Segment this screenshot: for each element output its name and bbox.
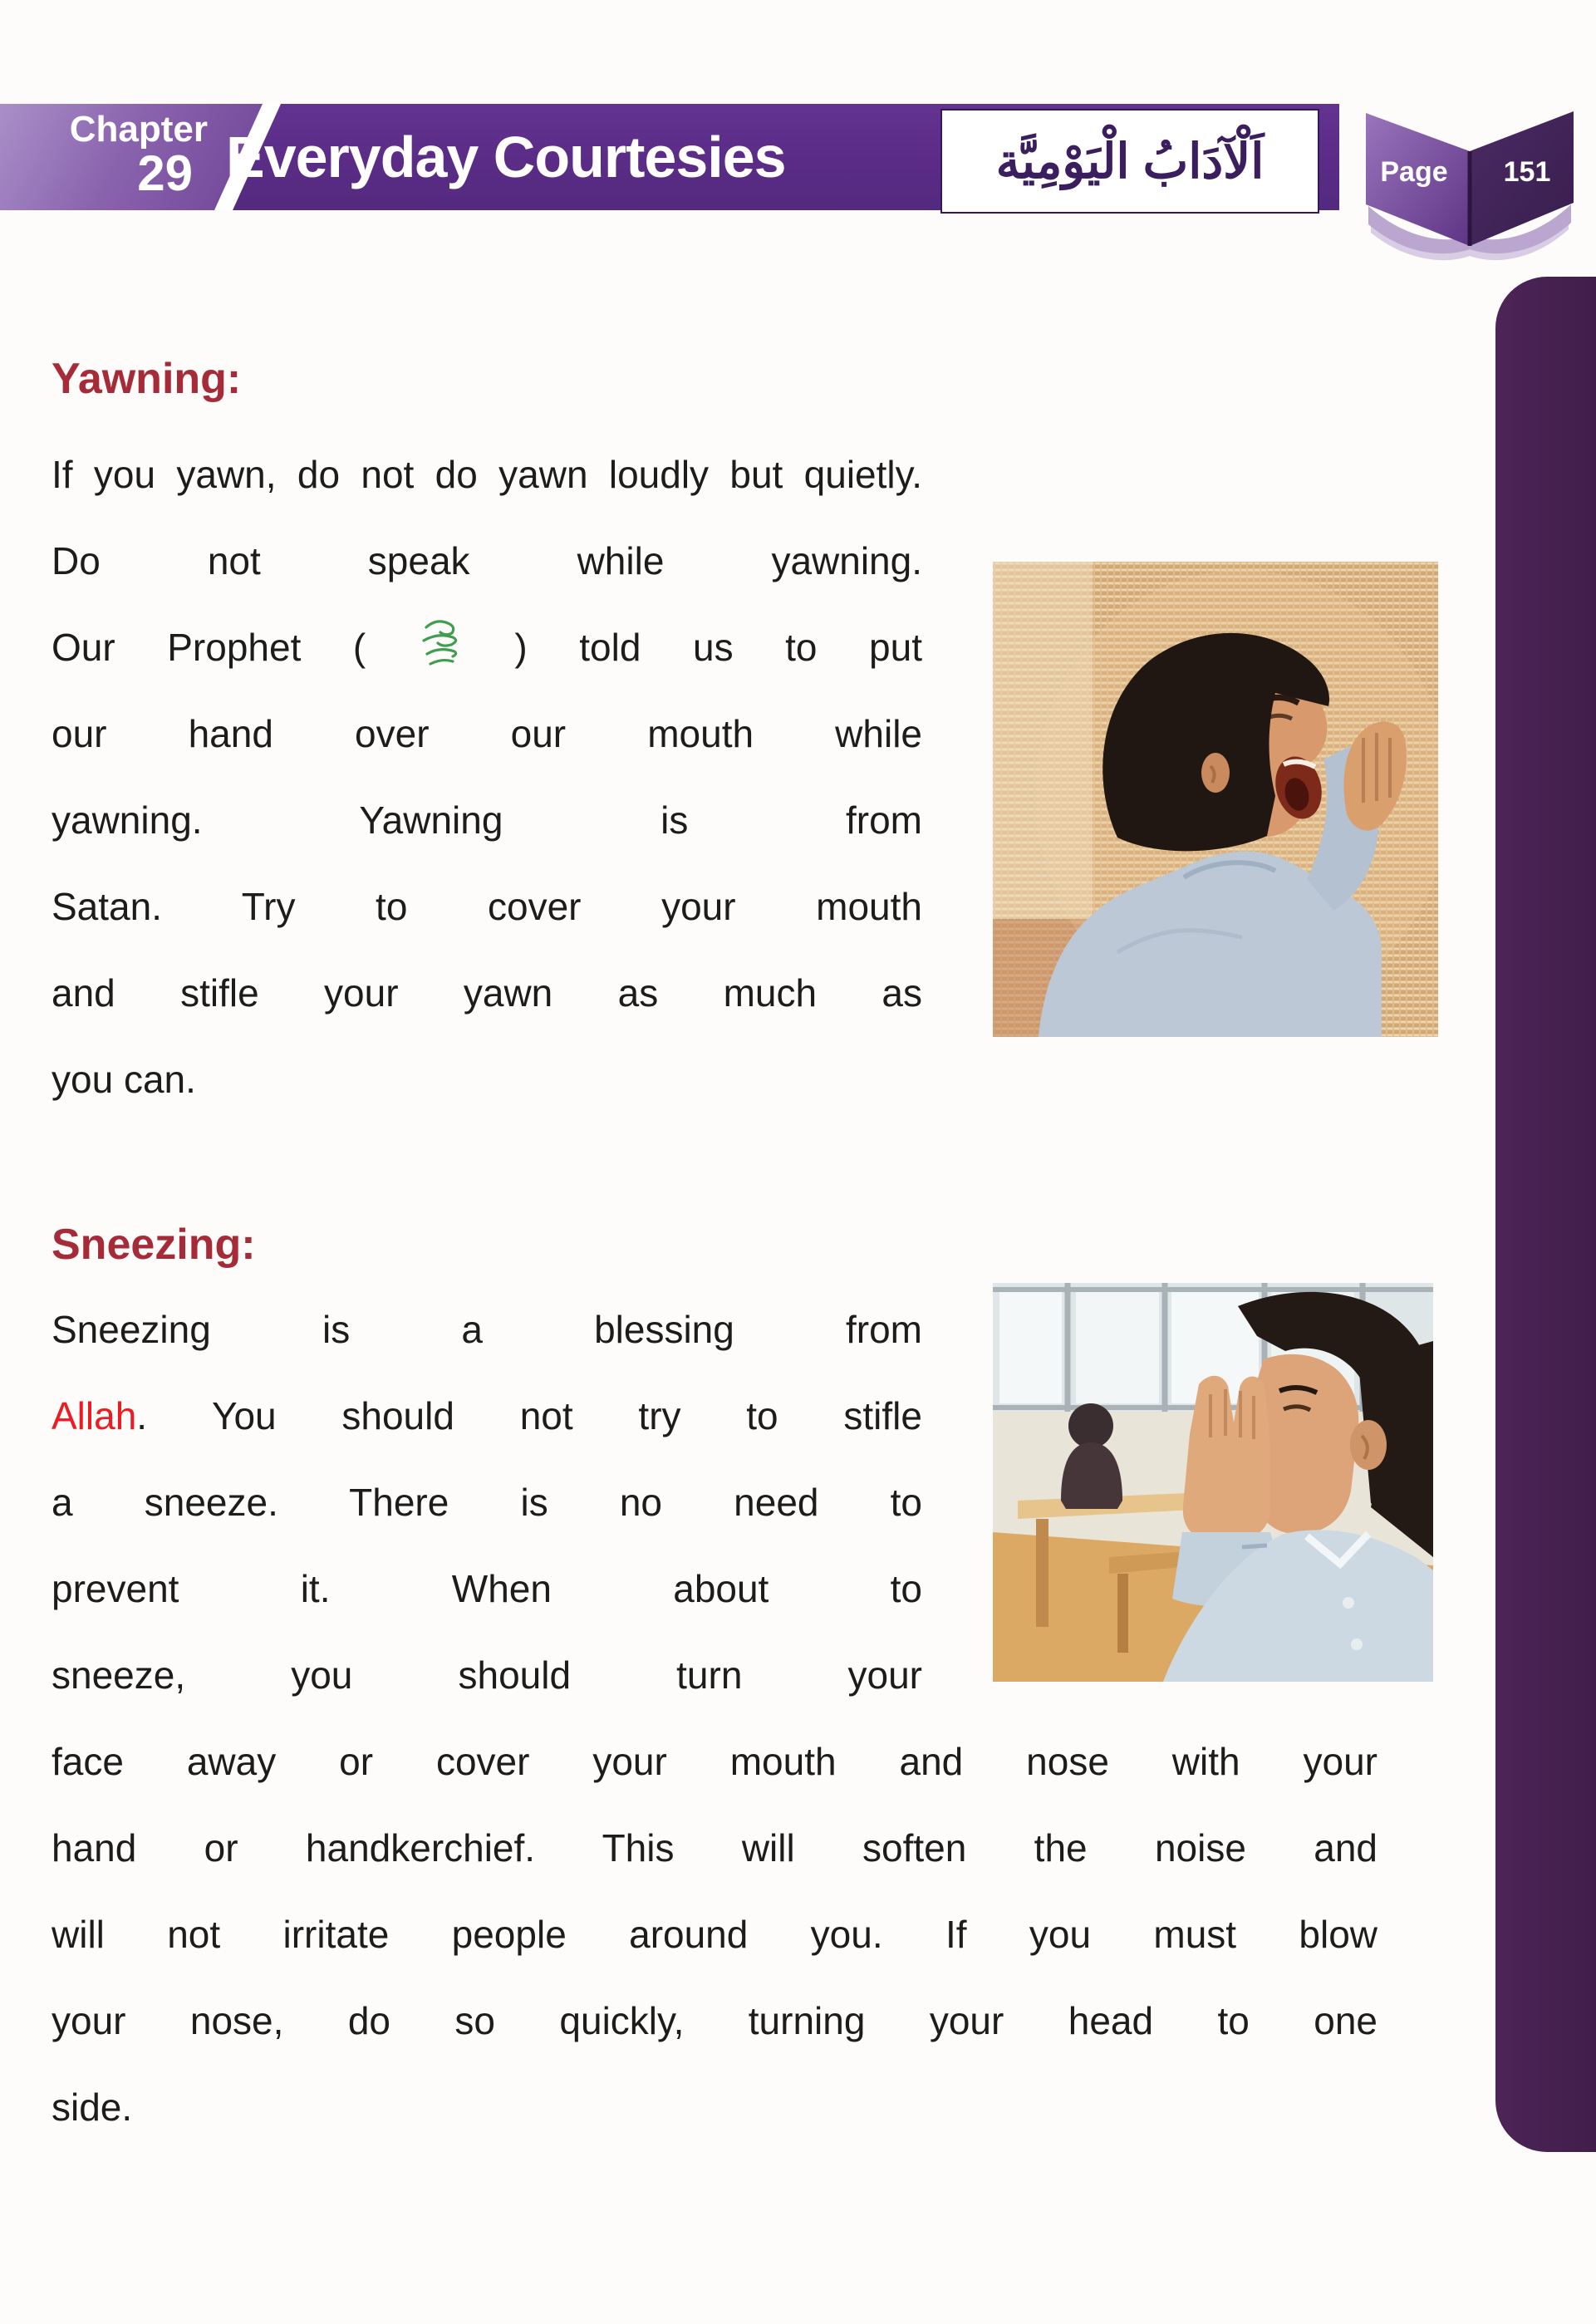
text-line <box>52 1286 922 1373</box>
text-line <box>52 518 922 604</box>
page-number-badge <box>1346 105 1594 271</box>
text-line <box>52 863 922 950</box>
arabic-title-box <box>940 109 1319 214</box>
text-run: If you yawn, do not do yawn loudly but quietly. <box>52 453 922 496</box>
text-run: ) told us to put <box>462 626 923 669</box>
decorative-side-bar <box>1495 277 1596 2152</box>
text-line <box>52 1036 922 1123</box>
text-line <box>52 1373 922 1459</box>
text-line <box>52 690 922 777</box>
text-run: prevent it. When about to <box>52 1567 922 1610</box>
text-line <box>52 950 922 1036</box>
text-line <box>52 604 922 690</box>
text-run: Allah <box>52 1394 137 1437</box>
text-run: a sneeze. There is no need to <box>52 1481 922 1524</box>
prophet-saw-icon <box>418 614 463 672</box>
text-line <box>52 1805 1377 1891</box>
text-line <box>52 1545 922 1632</box>
text-run: . You should not try to stifle <box>136 1394 922 1437</box>
text-line <box>52 1632 922 1718</box>
text-run: yawning. Yawning is from <box>52 798 922 842</box>
text-run: face away or cover your mouth and nose with your <box>52 1740 1377 1783</box>
page-number: 151 <box>1503 156 1551 188</box>
text-run: hand or handkerchief. This will soften the noise and <box>52 1826 1377 1870</box>
text-run: side. <box>52 2086 133 2129</box>
text-run: will not irritate people around you. If you must blow <box>52 1913 1377 1956</box>
sneezing-paragraph-narrow <box>52 1286 922 1718</box>
text-run: Our Prophet ( <box>52 626 418 669</box>
sneezing-heading: Sneezing: <box>52 1221 256 1269</box>
text-run: Satan. Try to cover your mouth <box>52 885 922 928</box>
text-run: our hand over our mouth while <box>52 712 922 755</box>
text-run: sneeze, you should turn your <box>52 1653 922 1697</box>
chapter-label: Chapter <box>69 109 208 150</box>
text-line <box>52 431 922 518</box>
text-run: Sneezing is a blessing from <box>52 1308 922 1351</box>
chapter-number: 29 <box>137 145 193 201</box>
text-run: and stifle your yawn as much as <box>52 971 922 1015</box>
sneezing-paragraph-wide <box>52 1718 1377 2150</box>
page-title: Everyday Courtesies <box>226 125 786 189</box>
text-line <box>52 1891 1377 1978</box>
yawning-photo <box>993 562 1438 1037</box>
text-run: your nose, do so quickly, turning your head to one <box>52 1999 1377 2042</box>
text-line <box>52 1978 1377 2064</box>
arabic-title: اَلْآدَابُ الْيَوْمِيَّة <box>995 135 1265 189</box>
text-run: Do not speak while yawning. <box>52 539 922 582</box>
page-label: Page <box>1380 156 1448 188</box>
yawning-paragraph <box>52 431 922 1123</box>
text-line <box>52 2064 1377 2150</box>
text-line <box>52 1459 922 1545</box>
text-line <box>52 777 922 863</box>
text-line <box>52 1718 1377 1805</box>
sneezing-photo <box>993 1283 1433 1682</box>
yawning-heading: Yawning: <box>52 355 242 403</box>
text-run: you can. <box>52 1058 196 1101</box>
